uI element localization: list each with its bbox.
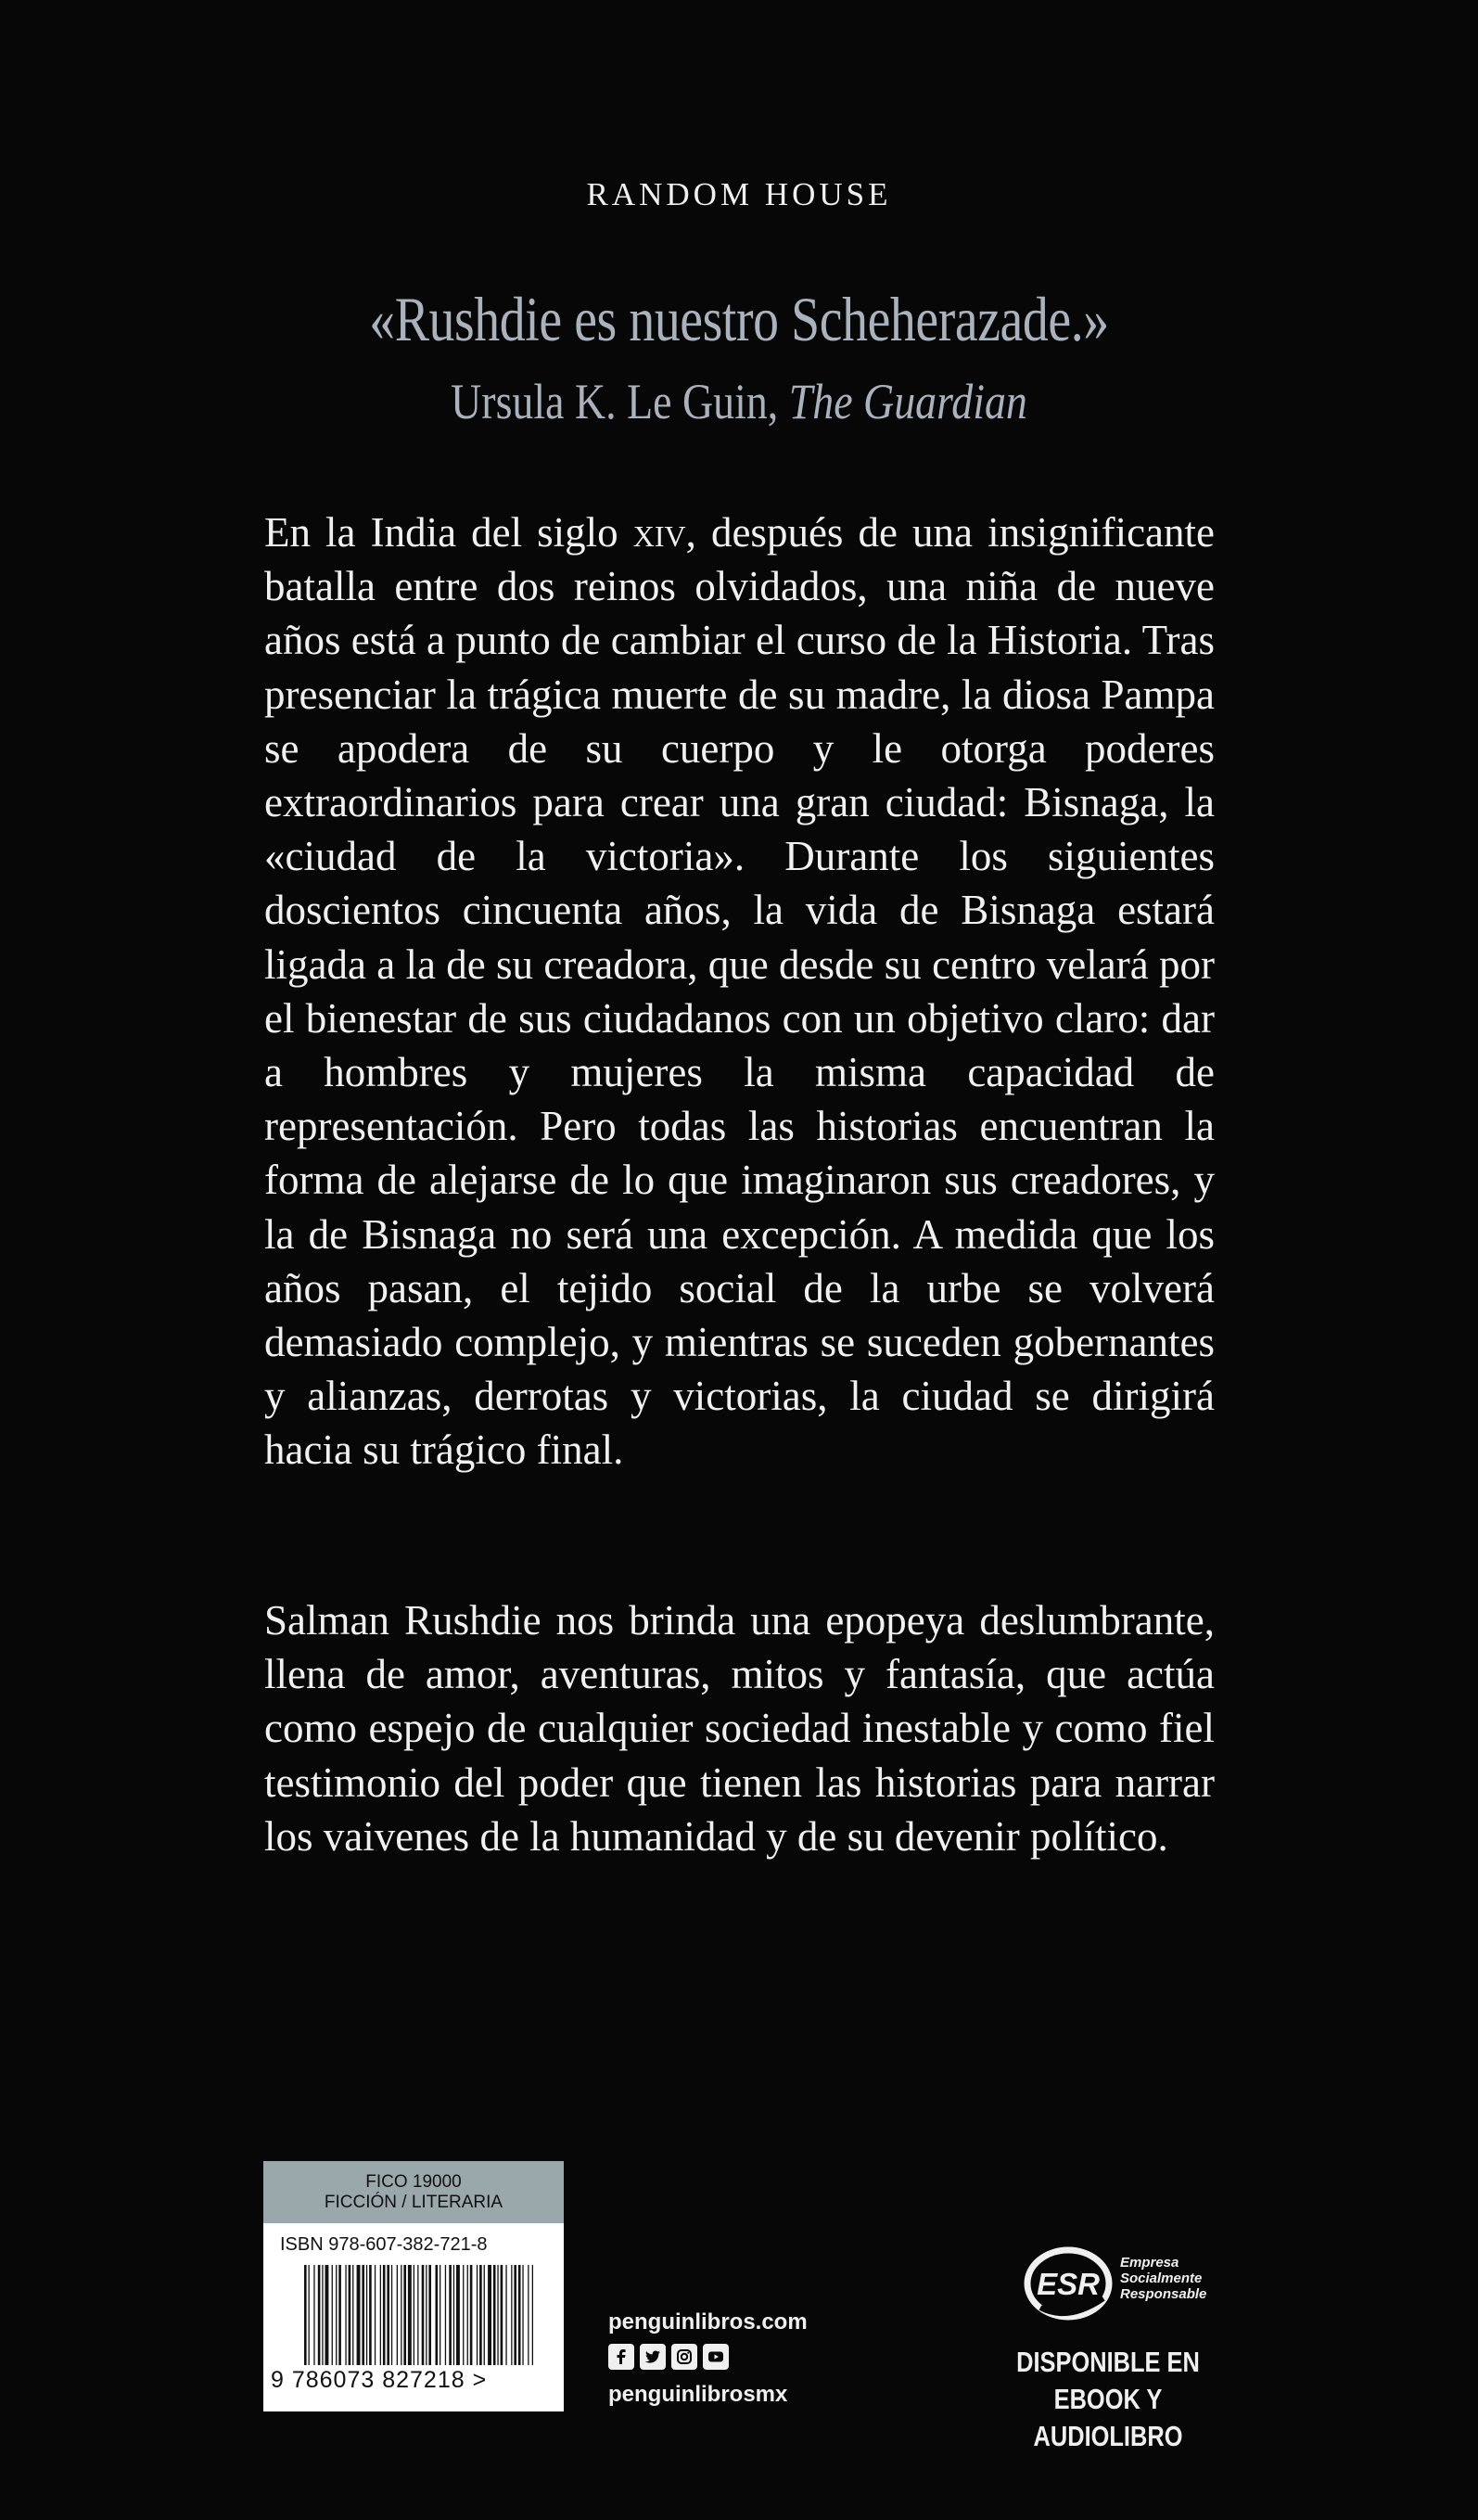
quote-attribution	[111, 373, 1368, 430]
facebook-icon[interactable]	[608, 2344, 634, 2370]
instagram-icon[interactable]	[671, 2344, 697, 2370]
barcode-bar	[318, 2265, 321, 2365]
barcode-bar	[357, 2265, 361, 2365]
barcode-bar	[528, 2265, 529, 2365]
barcode-bar	[408, 2265, 412, 2365]
barcode-bar	[332, 2265, 333, 2365]
barcode-bar	[309, 2265, 310, 2365]
barcode-bar	[463, 2265, 464, 2365]
publisher-name: RANDOM HOUSE	[586, 176, 892, 212]
category-genre: FICCIÓN / LITERARIA	[324, 2193, 503, 2212]
barcode-bar	[422, 2265, 425, 2365]
barcode-bar	[505, 2265, 506, 2365]
barcode-icon	[304, 2265, 536, 2369]
barcode-bar	[518, 2265, 521, 2365]
barcode-bar	[362, 2265, 364, 2365]
barcode-bar	[426, 2265, 427, 2365]
barcode-bar	[479, 2265, 482, 2365]
barcode-bar	[304, 2265, 307, 2365]
esr-label	[1120, 2255, 1206, 2302]
esr-line-1: Empresa	[1120, 2255, 1179, 2271]
barcode-bar	[456, 2265, 460, 2365]
synopsis-paragraph-1	[264, 505, 1215, 1477]
esr-logo-text: ESR	[1037, 2267, 1100, 2301]
barcode-bar	[445, 2265, 446, 2365]
barcode-bar	[391, 2265, 392, 2365]
twitter-icon[interactable]	[640, 2344, 666, 2370]
synopsis-p1-rest: , después de una insignificante batalla entre dos reinos olvidados, una niña de nueve años está a punto de cambiar el curso de la Historia. Tras presenciar la trágica muerte de su madre, la diosa Pampa se apodera de su cuerpo y le otorga poderes extraordinarios para crear una gran ciudad: Bisnaga, la «ciudad de la victoria». Durante los siguientes doscientos cincuenta años, la vida de Bisnaga estará ligada a la de su creadora, que desde su centro velará por el bienestar de sus ciudadanos con un objetivo claro: dar a hombres y mujeres la misma capacidad de representación. Pero todas las historias encuentran la forma de alejarse de lo que imaginaron sus creadores, y la de Bisnaga no será una excepción. A medida que los años pasan, el tejido social de la urbe se volverá demasiado complejo, y mientras se suceden gobernantes y alianzas, derrotas y victorias, la ciudad se dirigirá hacia su trágico final.	[264, 509, 1216, 1474]
esr-line-2: Socialmente	[1120, 2271, 1203, 2286]
barcode-bar	[336, 2265, 337, 2365]
barcode-bar	[497, 2265, 498, 2365]
barcode-bar	[428, 2265, 431, 2365]
barcode-bar	[349, 2265, 351, 2365]
barcode-bar	[375, 2265, 376, 2365]
barcode-bar	[345, 2265, 346, 2365]
synopsis-p1-start: En la India del siglo	[264, 509, 618, 556]
barcode-bar	[467, 2265, 468, 2365]
barcode-bar	[380, 2265, 381, 2365]
barcode-bar	[387, 2265, 389, 2365]
barcode-bar	[417, 2265, 418, 2365]
barcode-bar	[369, 2265, 372, 2365]
barcode-bar	[470, 2265, 473, 2365]
social-handle[interactable]: penguinlibrosmx	[608, 2382, 788, 2407]
social-icons	[608, 2344, 729, 2370]
praise-quote: «Rushdie es nuestro Scheherazade.»	[369, 284, 1109, 354]
barcode-block	[263, 2161, 564, 2411]
barcode-bar	[511, 2265, 512, 2365]
barcode-bar	[522, 2265, 523, 2365]
isbn-text: ISBN 978-607-382-721-8	[280, 2234, 488, 2255]
category-code: FICO 19000	[365, 2172, 462, 2192]
barcode-bar	[514, 2265, 516, 2365]
barcode-bar	[453, 2265, 454, 2365]
availability-line-1: DISPONIBLE EN	[1016, 2346, 1200, 2378]
availability-line-2: EBOOK Y AUDIOLIBRO	[1033, 2383, 1183, 2452]
barcode-bar	[493, 2265, 496, 2365]
barcode-bar	[338, 2265, 341, 2365]
century-numeral: xiv	[632, 509, 686, 556]
barcode-bar	[436, 2265, 439, 2365]
barcode-bar	[322, 2265, 323, 2365]
barcode-bar	[352, 2265, 353, 2365]
barcode-bar	[313, 2265, 314, 2365]
barcode-bar	[383, 2265, 386, 2365]
barcode-bar	[488, 2265, 491, 2365]
quote-source: The Guardian	[788, 374, 1027, 429]
esr-line-3: Responsable	[1120, 2286, 1207, 2302]
barcode-bar	[397, 2265, 398, 2365]
barcode-bar	[325, 2265, 329, 2365]
barcode-bar	[449, 2265, 452, 2365]
barcode-bar	[477, 2265, 478, 2365]
quote-author: Ursula K. Le Guin,	[451, 374, 779, 429]
website-link[interactable]: penguinlibros.com	[608, 2309, 808, 2335]
barcode-bar	[532, 2265, 533, 2365]
barcode-digits: 9 786073 827218 >	[271, 2367, 488, 2393]
availability-notice	[998, 2344, 1218, 2455]
esr-logo-icon	[1022, 2243, 1115, 2322]
barcode-bar	[403, 2265, 406, 2365]
barcode-bar	[501, 2265, 503, 2365]
category-label	[263, 2161, 564, 2223]
synopsis-paragraph-2: Salman Rushdie nos brinda una epopeya deslumbrante, llena de amor, aventuras, mitos y fantasía, que actúa como espejo de cualquier sociedad inestable y como fiel testimonio del poder que tienen las historias para narrar los vaivenes de la humanidad y de su devenir político.	[264, 1597, 1215, 1860]
youtube-icon[interactable]	[703, 2344, 729, 2370]
barcode-bar	[484, 2265, 485, 2365]
barcode-bar	[366, 2265, 367, 2365]
